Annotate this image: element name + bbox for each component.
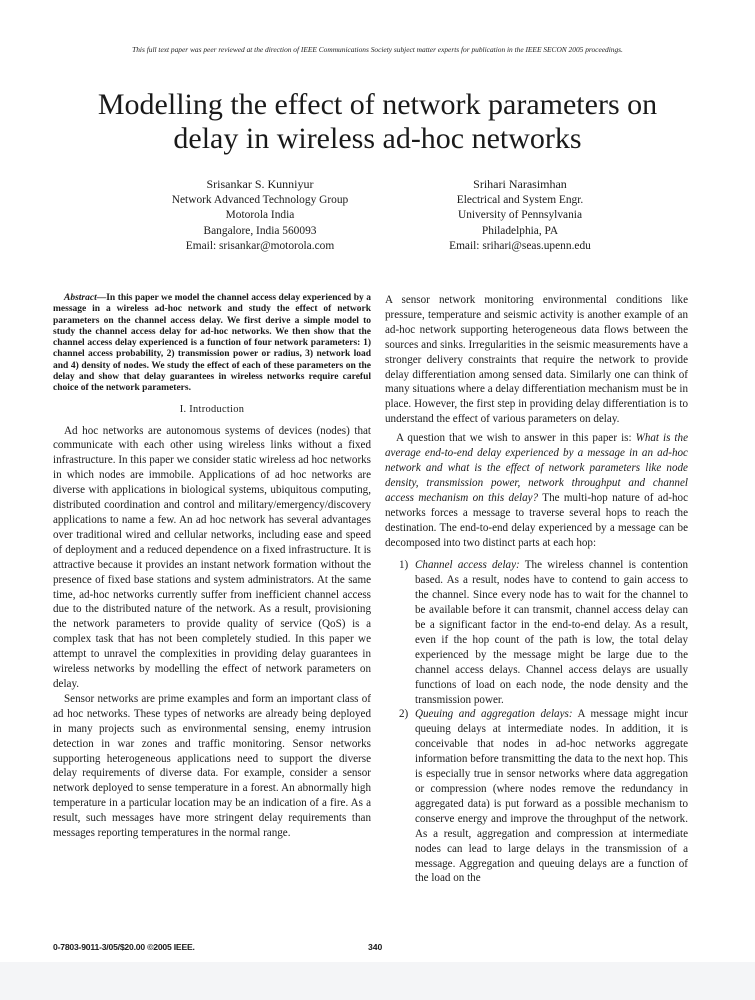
list-item xyxy=(385,558,688,707)
author-affiliation: Motorola India xyxy=(225,209,295,222)
author-affiliation: Philadelphia, PA xyxy=(481,224,559,237)
left-column xyxy=(53,293,371,841)
title-line-1: Modelling the effect of network parameters on xyxy=(97,88,658,121)
list-item-title: Queuing and aggregation delays: xyxy=(415,708,573,721)
body-paragraph: Ad hoc networks are autonomous systems of devices (nodes) that communicate with each other using wireless links without a fixed infrastructure. In this paper we consider static wireless ad hoc networks in which nodes are immobile. Applications of ad hoc networks are diverse with applications in biological systems, ubiquitous computing, distributed coordination and control and military/emergency/discovery applications to name a few. An ad hoc network has several advantages over traditional wired and cellular networks, including ease and speed of deployment and a reduced dependence on a fixed infrastructure. It is attractive because it provides an instant network formation without the presence of fixed base stations and system administrators. At the same time, ad-hoc networks currently suffer from inefficient channel access due to the distributed nature of the network. As a result, provisioning the network parameters to provide quality of service (QoS) is a complex task that has not been completely studied. In this paper we attempt to unravel the complexities in providing delay guarantees in wireless networks by modelling the effect of network parameters on delay. xyxy=(53,424,371,690)
page-bottom-band xyxy=(0,962,755,1000)
question-lead: A question that we wish to answer in this paper is: xyxy=(396,432,636,445)
abstract-label: Abstract xyxy=(64,293,97,303)
author-affiliation: Network Advanced Technology Group xyxy=(171,194,349,206)
research-question-paragraph xyxy=(385,431,688,550)
list-item-text: The wireless channel is contention based. As a result, nodes have to contend to gain access to the channel. Since every node has to wait for the channel to be available before it can transmit, channel access delay can be a significant factor in the end-to-end delay. As a result, even if the hop count of the path is low, the total delay experienced by the message might be large due to the channel access delays. Channel access delays are usually functions of load on each node, the node density and the transmission power. xyxy=(415,559,689,706)
author-affiliation: Bangalore, India 560093 xyxy=(203,224,317,237)
abstract-text: In this paper we model the channel access delay experienced by a message in a wireless ad-hoc network and study the effect of network parameters on the channel access delay. We first derive a simple model to study the channel access delay for ad-hoc networks. We then show that the channel access delay experienced is a function of four network parameters: 1) channel access probability, 2) transmission power or radius, 3) network load and 4) density of nodes. We study the effect of each of these parameters on the delay and show that delay guarantees in wireless networks require careful choice of the network parameters. xyxy=(53,293,371,394)
abstract-dash: — xyxy=(96,293,107,303)
list-item-text: A message might incur queuing delays at intermediate nodes. In addition, it is conceivable that nodes in ad-hoc networks aggregate information before transmitting the data to the next hop. This is especially true in sensor networks where data aggregation or compression (where nodes remove the redundancy in aggregated data) is put forward as a possible mechanism to conserve energy and improve the throughput of the network. As a result, aggregation and compression at intermediate nodes can lead to large delays in the transmission of a message. Aggregation and queuing delays are a function of the load on the xyxy=(415,708,688,885)
peer-review-note: This full text paper was peer reviewed at the direction of IEEE Communications Society subject matter experts for publication in the IEEE SECON 2005 proceedings. xyxy=(132,45,623,54)
delay-components-list xyxy=(385,558,688,886)
body-paragraph: A sensor network monitoring environmental conditions like pressure, temperature and seismic activity is another example of an ad-hoc network supporting heterogeneous data flows between the sources and sinks. Irregularities in the seismic measurements have a stronger delivery constraints that require the network to provide delay differentiation among sensed data. Similarly one can think of many situations where a delay differentiation mechanism must be in place. However, the first step in providing delay differentiation is to understand the effect of various parameters on delay. xyxy=(385,294,688,426)
author-affiliation: Electrical and System Engr. xyxy=(456,194,584,206)
author-name: Srihari Narasimhan xyxy=(473,177,567,191)
list-item xyxy=(385,707,688,886)
body-paragraph: Sensor networks are prime examples and form an important class of ad hoc networks. These types of networks are already being deployed in many projects such as environmental sensing, enemy intrusion detection in war zones and traffic monitoring. Sensor networks supporting heterogeneous applications need to support the diverse delay requirements of diverse data. For example, consider a sensor network deployed to sense temperature in a forest. An abnormally high temperature in a particular location may be an indication of a fire. As a result, such messages have more stringent delay requirements than messages reporting temperatures in the normal range. xyxy=(53,692,371,840)
author-email: Email: srisankar@motorola.com xyxy=(185,240,335,253)
abstract xyxy=(53,293,371,395)
right-column xyxy=(385,293,688,886)
author-affiliation: University of Pennsylvania xyxy=(457,209,582,222)
list-number: 1) xyxy=(399,559,409,572)
question-tail: The multi-hop nature of ad-hoc networks forces a message to traverse several hops to reach the destination. The end-to-end delay experienced by a message can be decomposed into two distinct parts at each hop: xyxy=(385,491,688,549)
author-email: Email: srihari@seas.upenn.edu xyxy=(449,240,591,253)
author-block-1 xyxy=(160,176,360,255)
author-name: Srisankar S. Kunniyur xyxy=(206,177,314,191)
copyright-footer: 0-7803-9011-3/05/$20.00 ©2005 IEEE. xyxy=(53,942,195,952)
author-block-2 xyxy=(420,176,620,255)
list-item-title: Channel access delay: xyxy=(415,559,520,572)
paper-title xyxy=(40,88,715,156)
list-number: 2) xyxy=(399,708,409,721)
page-number: 340 xyxy=(368,942,383,952)
title-line-2: delay in wireless ad-hoc networks xyxy=(173,122,582,155)
section-heading-introduction: I. Introduction xyxy=(179,403,245,415)
research-question: What is the average end-to-end delay experienced by a message in an ad-hoc network and what is the effect of network parameters like node density, transmission power, network throughput and channel access mechanism on this delay? xyxy=(385,432,688,504)
